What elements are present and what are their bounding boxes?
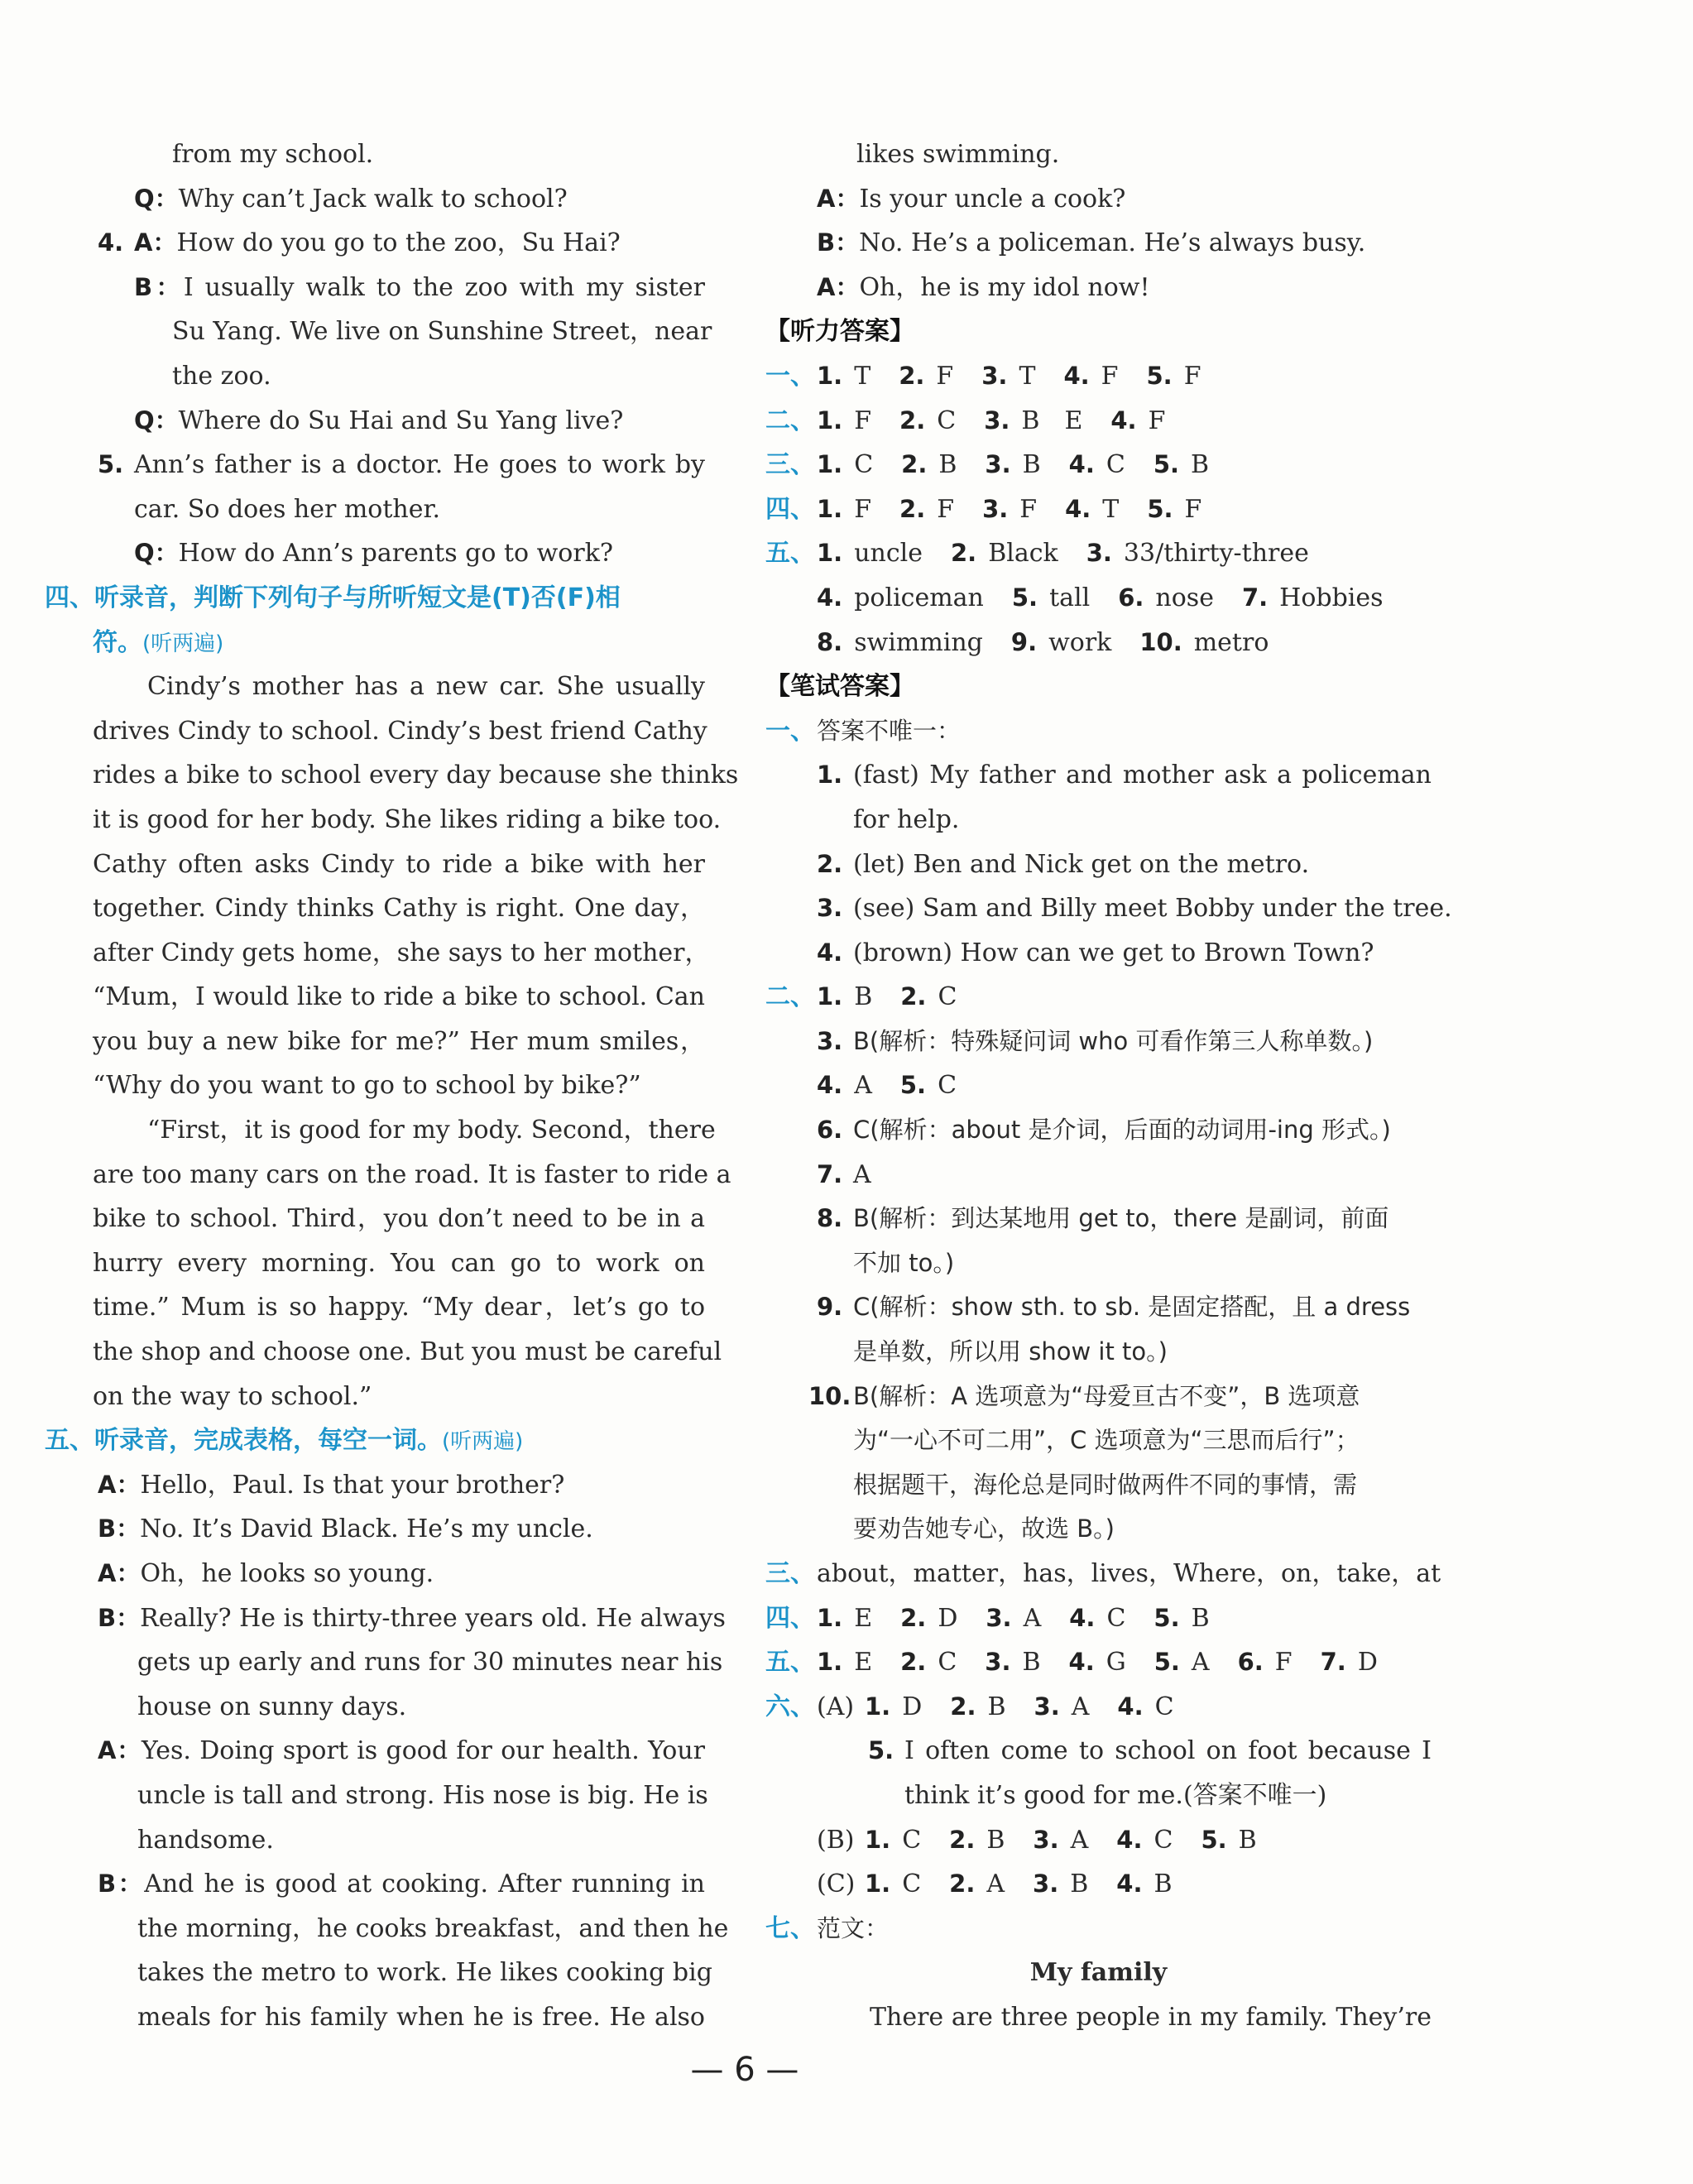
text-line: Su Yang. We live on Sunshine Street，near — [172, 317, 712, 347]
answer-number: 4. — [1069, 1603, 1096, 1632]
answer-number: 2. — [950, 1692, 976, 1721]
answer-number: 2. — [949, 1825, 976, 1854]
dialogue-line: B：I usually walk to the zoo with my sister — [134, 272, 705, 302]
answer-number: 5. — [899, 1071, 927, 1100]
answer-row: 10.B(解析：A 选项意为“母爱亘古不变”，B 选项意 — [808, 1381, 1360, 1410]
answer-number: 2. — [900, 1648, 927, 1677]
answer-row: 根据题干，海伦总是同时做两件不同的事情，需 — [853, 1470, 1358, 1499]
answer-value: F — [1148, 406, 1166, 435]
answer-value: A — [1191, 1648, 1210, 1678]
answer-number: 1. — [817, 1603, 843, 1632]
dialogue-line: B：And he is good at cooking. After running in — [98, 1870, 705, 1899]
answer-value: F — [854, 406, 872, 435]
answer-row: 一、答案不唯一： — [765, 716, 962, 746]
answer-number: 5. — [1147, 494, 1173, 523]
answer-row: 7. A — [817, 1159, 871, 1189]
section-5-title: 五、听录音，完成表格，每空一词。(听两遍) — [45, 1426, 524, 1456]
answer-number: 2. — [900, 982, 927, 1011]
answer-number: 1. — [817, 406, 843, 434]
answer-value: C — [937, 406, 957, 435]
answer-row: 3. B(解析：特殊疑问词 who 可看作第三人称单数。) — [817, 1026, 1374, 1055]
answer-number: 4. — [1063, 361, 1090, 390]
answer-value: G — [1105, 1648, 1126, 1678]
answer-value: E — [854, 1648, 873, 1678]
answer-number: 6. — [1237, 1648, 1264, 1677]
passage-line: “First，it is good for my body. Second，there — [147, 1116, 716, 1145]
answer-number: 4. — [817, 583, 843, 612]
passage-line: after Cindy gets home，she says to her mother， — [93, 938, 710, 967]
answer-value: Hobbies — [1279, 583, 1384, 612]
answer-number: 2. — [899, 406, 926, 434]
answer-number: 3. — [1033, 1825, 1059, 1854]
answer-value: D — [938, 1603, 958, 1633]
dialogue-line: house on sunny days. — [137, 1692, 407, 1721]
answer-value: C — [1154, 1692, 1174, 1721]
passage-line: hurry every morning. You can go to work on — [93, 1248, 705, 1278]
answer-row: 二、1. B 2. C — [765, 982, 957, 1012]
answer-number: 4. — [1068, 1648, 1095, 1677]
answer-number: 7. — [1320, 1648, 1346, 1677]
answer-value: F — [1101, 361, 1119, 391]
answer-row: 8. B(解析：到达某地用 get to，there 是副词，前面 — [817, 1204, 1389, 1233]
answer-value: 33/thirty-three — [1123, 539, 1309, 569]
answer-number: 3. — [982, 494, 1009, 523]
passage-line: Cathy often asks Cindy to ride a bike with her — [93, 849, 705, 879]
answer-row: 3. (see) Sam and Billy meet Bobby under the tree. — [817, 894, 1452, 924]
answer-number: 1. — [817, 1648, 843, 1677]
answer-value: uncle — [854, 539, 923, 569]
dialogue-line: uncle is tall and strong. His nose is big. He is — [137, 1780, 708, 1810]
answer-number: 8. — [817, 627, 843, 656]
answer-number: 5. — [1146, 361, 1173, 390]
essay-title: My family — [1029, 1958, 1168, 1988]
answer-value: B — [1022, 1648, 1041, 1678]
answer-row: 三、1. C 2. B 3. B 4. C 5. B — [765, 450, 1210, 480]
answer-number: 4. — [1117, 1692, 1144, 1721]
answer-value: B — [854, 982, 873, 1012]
answer-value: D — [902, 1692, 923, 1721]
answer-row: 三、about，matter，has，lives，Where，on，take，at — [765, 1559, 1441, 1588]
dialogue-line: gets up early and runs for 30 minutes near his — [137, 1648, 723, 1678]
answer-number: 7. — [1241, 583, 1269, 612]
answer-value: B — [1191, 450, 1210, 480]
answer-value: C — [1105, 450, 1125, 480]
answer-number: 1. — [817, 982, 843, 1011]
answer-row: think it’s good for me.(答案不唯一) — [904, 1780, 1327, 1810]
answer-number: 3. — [985, 450, 1011, 479]
text-line: likes swimming. — [856, 140, 1060, 169]
answer-number: 5. — [1153, 1603, 1180, 1632]
section-4-title-cont: 符。(听两遍) — [93, 627, 224, 657]
answer-number: 2. — [901, 450, 928, 479]
answer-number: 3. — [985, 1648, 1011, 1677]
passage-line: on the way to school.” — [93, 1381, 372, 1411]
answer-value: T — [1019, 361, 1036, 391]
answer-number: 1. — [817, 450, 843, 479]
passage-line: you buy a new bike for me?” Her mum smiles， — [93, 1026, 705, 1056]
answer-value: T — [854, 361, 871, 391]
answer-value: B E — [1021, 406, 1083, 435]
answer-row — [765, 576, 1432, 621]
answer-value: D — [1357, 1648, 1378, 1678]
text-line: the zoo. — [172, 361, 271, 391]
answer-value: F — [1184, 494, 1202, 524]
passage-line: Cindy’s mother has a new car. She usually — [147, 672, 705, 702]
answer-number: 4. — [1065, 494, 1091, 523]
answer-number: 1. — [865, 1692, 891, 1721]
answer-row: 9. C(解析：show sth. to sb. 是固定搭配，且 a dress — [817, 1293, 1411, 1322]
answer-row — [765, 621, 1432, 665]
page-number: — 6 — — [690, 2051, 799, 2089]
answer-value: E — [854, 1603, 873, 1633]
answer-row: 五、1. uncle 2. Black 3. 33/thirty-three — [765, 539, 1309, 569]
answer-number: 3. — [984, 406, 1010, 434]
answer-value: B — [1153, 1870, 1173, 1899]
passage-line: “Why do you want to go to school by bike?” — [93, 1071, 641, 1101]
answer-value: C — [902, 1870, 922, 1899]
answer-value: A — [1071, 1692, 1090, 1721]
dialogue-line: meals for his family when he is free. He also — [137, 2002, 705, 2032]
answer-value: F — [937, 494, 955, 524]
answer-number: 3. — [986, 1603, 1012, 1632]
answer-value: C — [938, 1648, 957, 1678]
answer-number: 5. — [1153, 450, 1180, 479]
passage-line: bike to school. Third，you don’t need to be in a — [93, 1204, 705, 1234]
answer-value: A — [1023, 1603, 1042, 1633]
answer-number: 3. — [1086, 539, 1112, 568]
answer-value: B — [1022, 450, 1041, 480]
answer-row: 四、1. E 2. D 3. A 4. C 5. B — [765, 1603, 1210, 1633]
answer-row: 2. (let) Ben and Nick get on the metro. — [817, 849, 1310, 879]
answer-value: A — [854, 1071, 872, 1101]
answer-row: 1. (fast) My father and mother ask a policeman — [817, 761, 1432, 790]
answer-value: tall — [1049, 583, 1091, 612]
dialogue-line: B：Really? He is thirty-three years old. He always — [98, 1603, 726, 1633]
passage-line: time.” Mum is so happy. “My dear，let’s go to — [93, 1293, 705, 1322]
passage-line: together. Cindy thinks Cathy is right. One day， — [93, 894, 705, 924]
answer-number: 5. — [1153, 1648, 1180, 1677]
passage-line: rides a bike to school every day because she thinks — [93, 761, 739, 790]
dialogue-line: handsome. — [137, 1825, 274, 1855]
answer-row: 要劝告她专心，故选 B。) — [853, 1514, 1115, 1543]
answer-row: (C) 1. C 2. A 3. B 4. B — [817, 1870, 1173, 1899]
answer-row: 是单数，所以用 show it to。) — [853, 1337, 1168, 1366]
answer-row: 不加 to。) — [853, 1248, 955, 1277]
right-column — [765, 132, 1452, 2040]
dialogue-line: B：No. It’s David Black. He’s my uncle. — [98, 1514, 593, 1544]
answer-number: 3. — [1034, 1692, 1060, 1721]
answer-number: 1. — [865, 1870, 891, 1898]
answer-value: policeman — [854, 583, 984, 612]
answer-value: C — [1106, 1603, 1126, 1633]
answer-row: (B) 1. C 2. B 3. A 4. C 5. B — [817, 1825, 1257, 1855]
answer-value: C — [854, 450, 874, 480]
answer-number: 4. — [1116, 1870, 1143, 1898]
passage-line: it is good for her body. She likes riding a bike too. — [93, 804, 722, 834]
dialogue-line: A：Yes. Doing sport is good for our health. Your — [98, 1736, 706, 1766]
answer-number: 4. — [817, 1071, 843, 1100]
answer-number: 1. — [817, 494, 843, 523]
answer-row: 一、1. T 2. F 3. T 4. F 5. F — [765, 361, 1201, 391]
answer-number: 4. — [1068, 450, 1095, 479]
answer-number: 3. — [1033, 1870, 1059, 1898]
dialogue-line: B：No. He’s a policeman. He’s always busy. — [817, 228, 1366, 258]
answer-number: 5. — [1201, 1825, 1227, 1854]
answer-row: 二、1. F 2. C 3. B E 4. F — [765, 406, 1166, 435]
answer-value: work — [1048, 627, 1112, 657]
answer-value: B — [1191, 1603, 1210, 1633]
dialogue-line: A：Is your uncle a cook? — [817, 184, 1126, 214]
answer-value: A — [986, 1870, 1005, 1899]
dialogue-line: takes the metro to work. He likes cooking big — [137, 1958, 712, 1988]
answer-number: 2. — [899, 494, 926, 523]
answer-row: 五、1. E 2. C 3. B 4. G 5. A 6. F 7. D — [765, 1648, 1378, 1678]
question-line: Q：How do Ann’s parents go to work? — [134, 539, 613, 569]
answer-number: 2. — [899, 361, 925, 390]
answer-number: 9. — [1010, 627, 1038, 656]
answer-row: 四、1. F 2. F 3. F 4. T 5. F — [765, 494, 1202, 524]
answer-value: A — [1070, 1825, 1089, 1855]
written-answers-header: 【笔试答案】 — [765, 672, 914, 702]
answer-row — [765, 1063, 1432, 1108]
answer-number: 1. — [865, 1825, 891, 1854]
answer-value: C — [902, 1825, 922, 1855]
answer-number: 1. — [817, 539, 843, 568]
answer-value: F — [1183, 361, 1201, 391]
text-line: car. So does her mother. — [134, 494, 441, 524]
text-line: from my school. — [172, 140, 374, 169]
answer-value: C — [1153, 1825, 1173, 1855]
answer-value: F — [936, 361, 954, 391]
section-4-title: 四、听录音，判断下列句子与所听短文是(T)否(F)相 — [45, 583, 621, 612]
answer-number: 6. — [1118, 583, 1144, 612]
answer-value: B — [1238, 1825, 1257, 1855]
answer-row: 为“一心不可二用”，C 选项意为“三思而后行”； — [853, 1426, 1360, 1455]
answer-value: C — [938, 1071, 957, 1101]
answer-value: B — [987, 1692, 1006, 1721]
dialogue-line: A：Hello，Paul. Is that your brother? — [98, 1470, 565, 1500]
passage-line: the shop and choose one. But you must be careful — [93, 1337, 722, 1367]
answer-number: 5. — [1011, 583, 1038, 612]
left-column — [45, 132, 739, 2040]
answer-number: 2. — [900, 1603, 927, 1632]
essay-line: There are three people in my family. They’re — [870, 2002, 1432, 2032]
answer-value: B — [938, 450, 957, 480]
answer-row: 5. I often come to school on foot because I — [868, 1736, 1432, 1766]
answer-value: Black — [988, 539, 1058, 569]
dialogue-line: the morning，he cooks breakfast，and then he — [137, 1913, 729, 1943]
answer-value: metro — [1193, 627, 1269, 657]
answer-value: T — [1102, 494, 1120, 524]
answer-number: 4. — [1116, 1825, 1143, 1854]
answer-row: 6. C(解析：about 是介词，后面的动词用-ing 形式。) — [817, 1116, 1391, 1145]
answer-value: B — [1070, 1870, 1089, 1899]
answer-value: B — [986, 1825, 1005, 1855]
answer-value: C — [938, 982, 957, 1012]
answer-row: 六、(A) 1. D 2. B 3. A 4. C — [765, 1692, 1174, 1721]
listening-answers-header: 【听力答案】 — [765, 317, 914, 347]
answer-value: F — [1019, 494, 1038, 524]
answer-value: F — [1274, 1648, 1293, 1678]
answer-row: for help. — [853, 804, 960, 834]
answer-number: 1. — [817, 361, 843, 390]
answer-row: 七、范文： — [765, 1913, 890, 1943]
passage-line: “Mum，I would like to ride a bike to school. Can — [93, 982, 705, 1012]
answer-value: nose — [1155, 583, 1214, 612]
answer-row: 4. (brown) How can we get to Brown Town? — [817, 938, 1374, 967]
answer-number: 3. — [981, 361, 1008, 390]
answer-number: 10. — [1139, 627, 1182, 656]
answer-value: swimming — [854, 627, 983, 657]
passage-line: are too many cars on the road. It is faster to ride a — [93, 1159, 731, 1189]
dialogue-line: A：Oh，he looks so young. — [98, 1559, 434, 1588]
dialogue-line: 4. A：How do you go to the zoo，Su Hai? — [98, 228, 621, 258]
dialogue-line: A：Oh，he is my idol now! — [817, 272, 1150, 302]
answer-number: 2. — [949, 1870, 976, 1898]
question-line: Q：Where do Su Hai and Su Yang live? — [134, 406, 624, 435]
answer-number: 4. — [1110, 406, 1137, 434]
passage-line: drives Cindy to school. Cindy’s best friend Cathy — [93, 716, 707, 746]
answer-value: F — [854, 494, 872, 524]
question-line: Q：Why can’t Jack walk to school? — [134, 184, 568, 214]
dialogue-line: 5. Ann’s father is a doctor. He goes to work by — [98, 450, 705, 480]
answer-number: 2. — [951, 539, 977, 568]
